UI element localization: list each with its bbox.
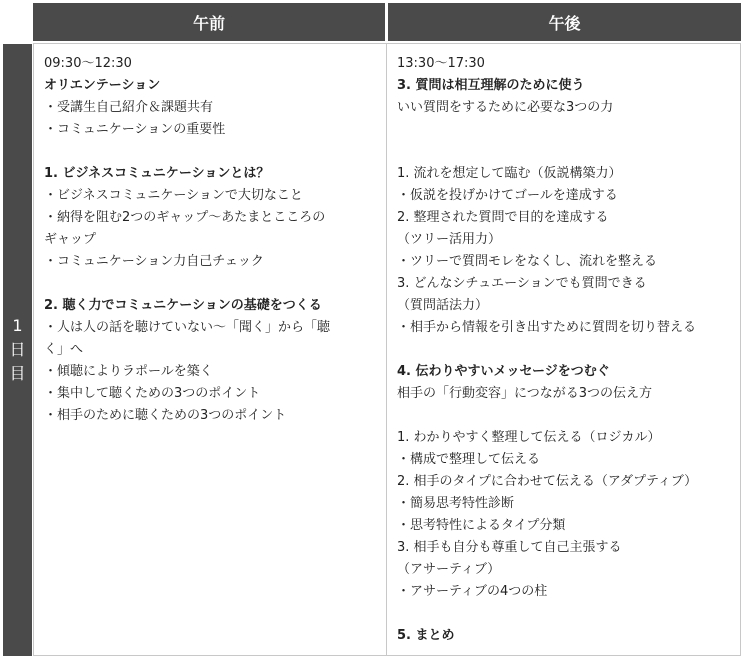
pm-schedule-line: 3. どんなシチュエーションでも質問できる: [397, 276, 647, 291]
am-schedule-line: ・集中して聴くための3つのポイント: [44, 386, 261, 401]
pm-schedule-line: 2. 相手のタイプに合わせて伝える（アダプティブ）: [397, 474, 698, 489]
am-schedule-line: [44, 273, 386, 295]
day-label: 1日目: [9, 316, 26, 383]
am-schedule-line: ・コミュニケーションの重要性: [44, 122, 226, 137]
am-schedule-line: 1. ビジネスコミュニケーションとは？: [44, 166, 270, 181]
pm-schedule-line: ・ツリーで質問モレをなくし、流れを整える: [397, 254, 658, 269]
pm-schedule-line: 5. まとめ: [397, 628, 455, 643]
pm-schedule-line: 3. 相手も自分も尊重して自己主張する: [397, 540, 622, 555]
pm-schedule-line: [397, 603, 740, 625]
am-schedule-line: ・ビジネスコミュニケーションで大切なこと: [44, 188, 303, 203]
am-schedule-line: ・傾聴によりラポールを築く: [44, 364, 213, 379]
am-schedule-line: ・受講生自己紹介＆課題共有: [44, 100, 214, 115]
header-afternoon: 午後: [388, 3, 741, 41]
pm-schedule-line: 13:30～17:30: [397, 56, 485, 71]
pm-schedule-line: （質問話法力）: [397, 298, 489, 313]
pm-schedule-line: 2. 整理された質問で目的を達成する: [397, 210, 609, 225]
pm-schedule-line: 4. 伝わりやすいメッセージをつむぐ: [397, 364, 610, 379]
am-schedule-line: オリエンテーション: [44, 78, 161, 93]
pm-schedule-line: ・簡易思考特性診断: [397, 496, 515, 511]
pm-schedule-line: ・構成で整理して伝える: [397, 452, 541, 467]
morning-cell: [33, 43, 387, 656]
pm-schedule-line: ・相手から情報を引き出すために質問を切り替える: [397, 320, 697, 335]
am-schedule-line: ・コミュニケーション力自己チェック: [44, 254, 264, 269]
pm-schedule-line: 1. 流れを想定して臨む（仮説構築力）: [397, 166, 622, 181]
am-schedule-line: [44, 141, 386, 163]
pm-schedule-line: [397, 405, 740, 427]
pm-schedule-line: [397, 339, 740, 361]
afternoon-cell: [386, 43, 741, 656]
pm-schedule-line: （ツリー活用力）: [397, 232, 502, 247]
am-schedule-line: 09:30～12:30: [44, 56, 132, 71]
am-schedule-line: く」へ: [44, 342, 84, 357]
am-schedule-line: ・納得を阻む2つのギャップ～あたまとこころの: [44, 210, 326, 225]
pm-schedule-line: ・仮説を投げかけてゴールを達成する: [397, 188, 618, 203]
pm-schedule-line: （アサーティブ）: [397, 562, 501, 577]
pm-schedule-line: 相手の「行動変容」につながる3つの伝え方: [397, 386, 653, 401]
pm-schedule-line: [397, 141, 740, 163]
pm-schedule-line: ・思考特性によるタイプ分類: [397, 518, 566, 533]
header-morning: 午前: [33, 3, 385, 41]
am-schedule-line: ・相手のために聴くための3つのポイント: [44, 408, 287, 423]
pm-schedule-line: いい質問をするために必要な3つの力: [397, 100, 614, 115]
pm-schedule-line: 3. 質問は相互理解のために使う: [397, 78, 585, 93]
header-corner: [0, 0, 32, 42]
am-schedule-line: 2. 聴く力でコミュニケーションの基礎をつくる: [44, 298, 322, 313]
am-schedule-line: ・人は人の話を聴けていない～「聞く」から「聴: [44, 320, 331, 335]
pm-schedule-line: ・アサーティブの4つの柱: [397, 584, 548, 599]
am-schedule-line: ギャップ: [44, 232, 97, 247]
pm-schedule-line: [397, 119, 740, 141]
day-cell: [3, 44, 32, 656]
pm-schedule-line: 1. わかりやすく整理して伝える（ロジカル）: [397, 430, 661, 445]
